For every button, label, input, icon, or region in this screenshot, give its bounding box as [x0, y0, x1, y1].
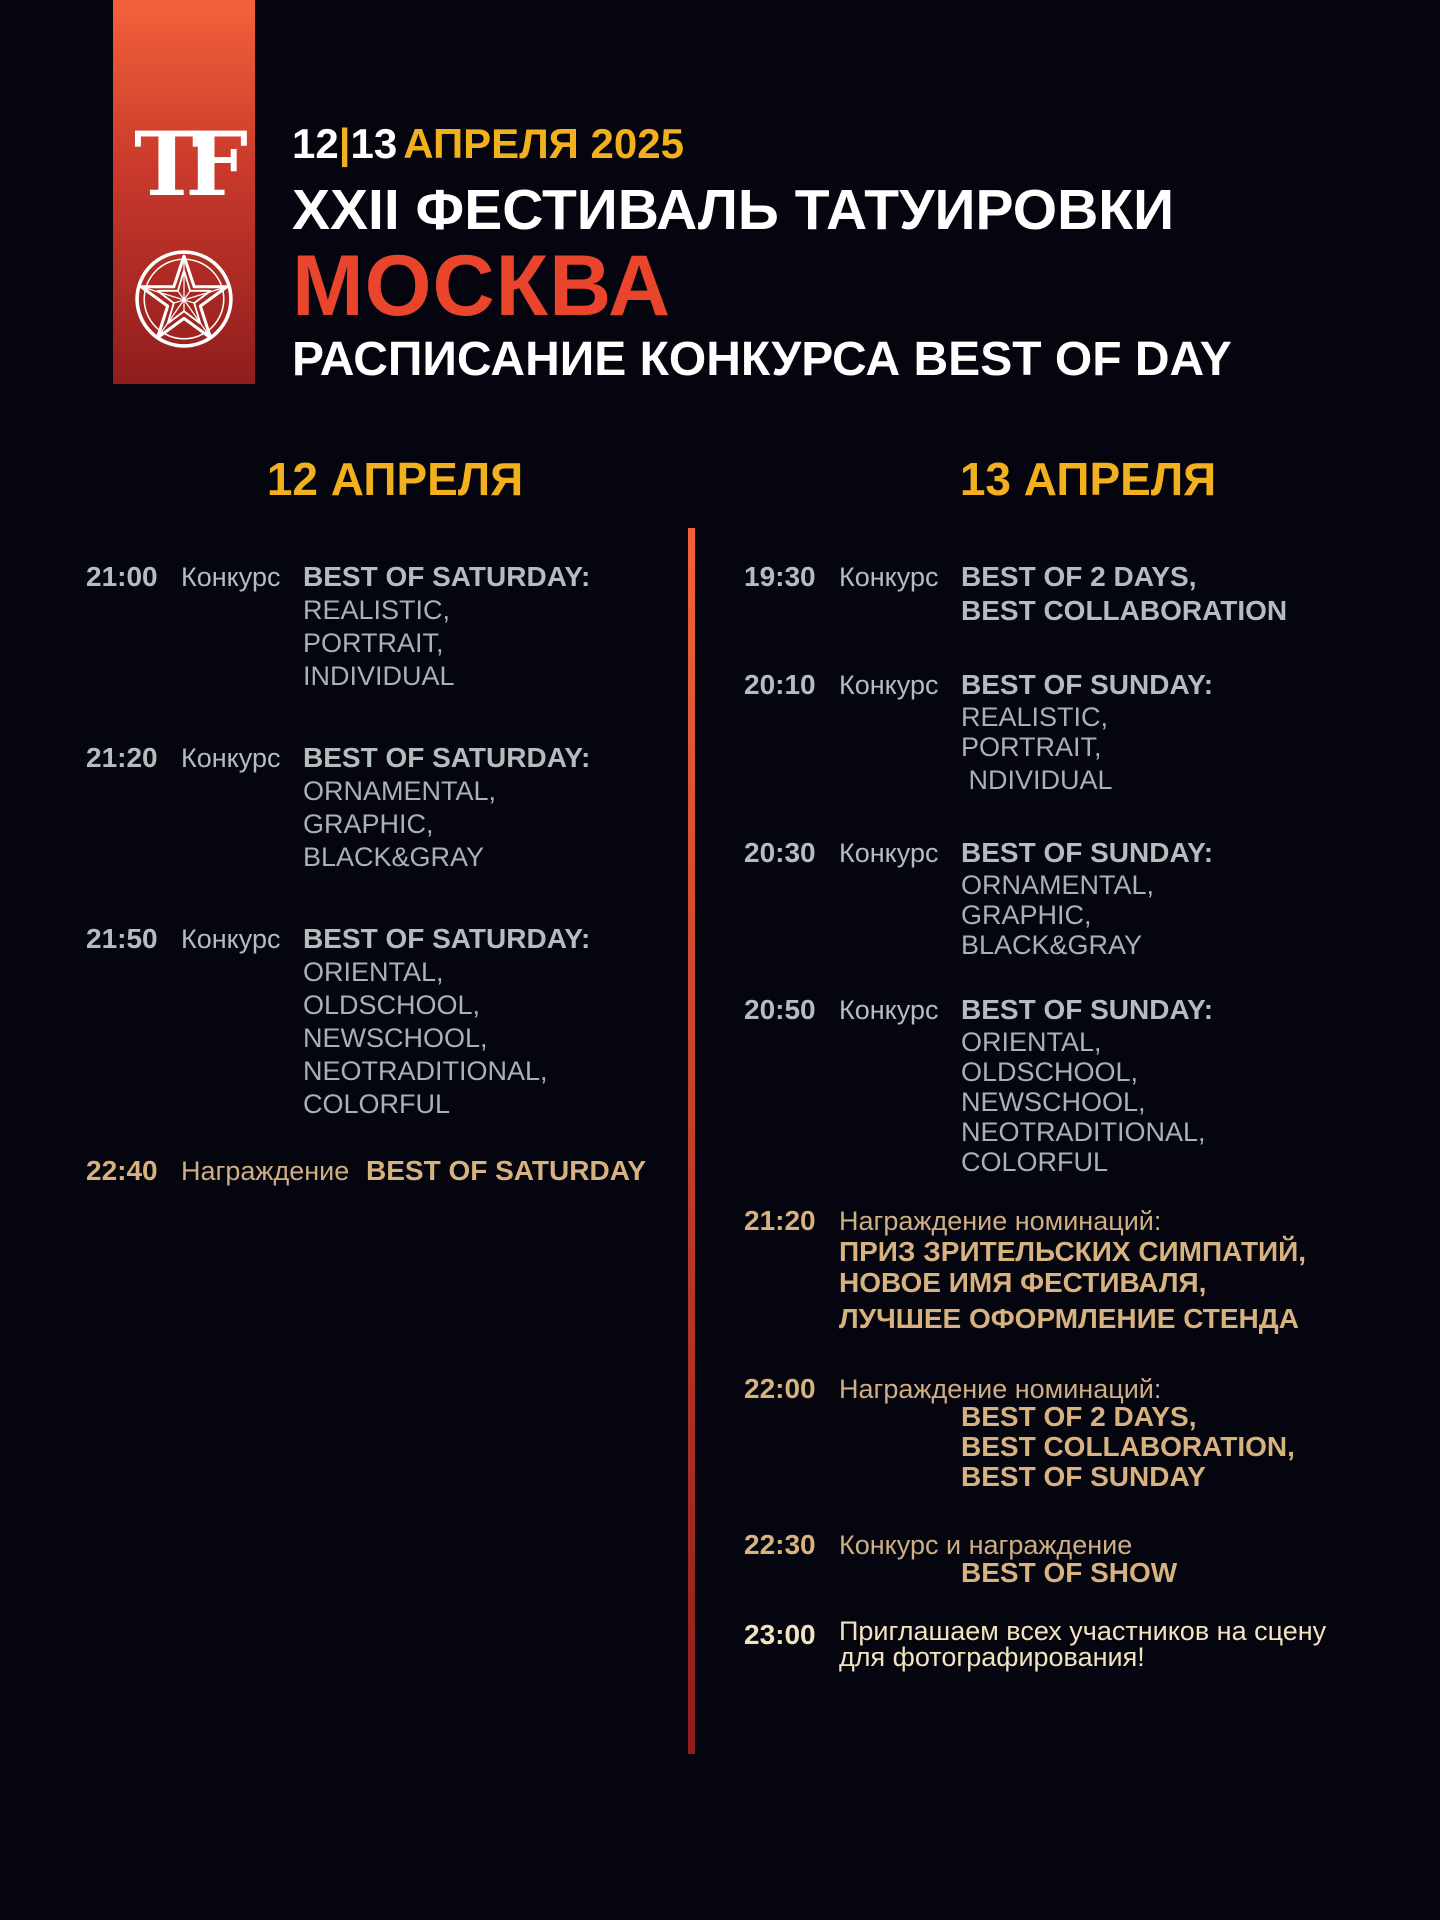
event-body: [303, 922, 590, 1121]
event-title: BEST OF SUNDAY: [961, 1461, 1206, 1492]
event-category: GRAPHIC,: [303, 809, 434, 839]
event-invitation: для фотографирования!: [839, 1642, 1145, 1672]
date-separator: |: [338, 120, 351, 167]
event-kind: Конкурс: [839, 562, 939, 592]
event-category: OLDSCHOOL,: [961, 1057, 1139, 1087]
event-category: NEWSCHOOL,: [303, 1023, 488, 1053]
event-category: COLORFUL: [961, 1147, 1109, 1177]
event-time: 23:00: [744, 1619, 816, 1650]
date-day-one: 12: [292, 120, 339, 167]
event-time: 19:30: [744, 561, 816, 592]
event-category: ORNAMENTAL,: [303, 776, 497, 806]
city-title: МОСКВА: [292, 238, 672, 334]
event-kind: Конкурс: [181, 924, 281, 954]
event-body: [839, 1618, 1326, 1670]
event-title: BEST OF SATURDAY:: [303, 923, 591, 954]
date-day-two: 13: [350, 120, 398, 167]
event-kind: Конкурс: [181, 562, 281, 592]
event-body: [961, 1558, 1177, 1588]
event-body: [839, 1236, 1306, 1340]
event-kind: Награждение номинаций:: [839, 1374, 1162, 1404]
event-title: BEST COLLABORATION: [961, 595, 1288, 626]
star-emblem-icon: [133, 248, 235, 350]
event-body: [366, 1154, 646, 1188]
event-time: 22:30: [744, 1529, 816, 1560]
event-time: 20:50: [744, 994, 816, 1025]
event-category: ORIENTAL,: [303, 957, 444, 987]
event-title: BEST OF SUNDAY:: [961, 669, 1214, 700]
event-category: NEWSCHOOL,: [961, 1087, 1146, 1117]
event-body: [303, 560, 590, 693]
event-kind: Награждение номинаций:: [839, 1206, 1162, 1236]
event-time: 22:00: [744, 1373, 816, 1404]
schedule-subtitle: РАСПИСАНИЕ КОНКУРСА BEST OF DAY: [292, 333, 1232, 386]
column-divider: [688, 528, 695, 1754]
event-category: OLDSCHOOL,: [303, 990, 481, 1020]
event-time: 20:30: [744, 837, 816, 868]
event-category: PORTRAIT,: [961, 732, 1102, 762]
event-kind: Конкурс: [839, 995, 939, 1025]
event-title: BEST OF SATURDAY: [366, 1155, 647, 1186]
event-category: PORTRAIT,: [303, 628, 444, 658]
event-title: BEST OF 2 DAYS,: [961, 561, 1197, 592]
event-category: BLACK&GRAY: [961, 930, 1143, 960]
event-category: COLORFUL: [303, 1089, 451, 1119]
event-category: GRAPHIC,: [961, 900, 1092, 930]
event-kind: Конкурс и награждение: [839, 1530, 1133, 1560]
day-one-heading: 12 АПРЕЛЯ: [266, 453, 524, 505]
event-category: NEOTRADITIONAL,: [303, 1056, 548, 1086]
event-category: BLACK&GRAY: [303, 842, 485, 872]
event-time: 21:00: [86, 561, 158, 592]
event-kind: Конкурс: [839, 838, 939, 868]
event-body: [961, 668, 1213, 798]
event-time: 21:20: [86, 742, 158, 773]
event-invitation: Приглашаем всех участников на сцену: [839, 1616, 1327, 1646]
event-body: [961, 560, 1287, 628]
logo-banner: [113, 0, 255, 384]
event-category: NEOTRADITIONAL,: [961, 1117, 1206, 1147]
event-time: 20:10: [744, 669, 816, 700]
festival-title: XXII ФЕСТИВАЛЬ ТАТУИРОВКИ: [292, 178, 1175, 242]
event-title: ЛУЧШЕЕ ОФОРМЛЕНИЕ СТЕНДА: [839, 1303, 1299, 1334]
event-kind: Конкурс: [839, 670, 939, 700]
event-body: [961, 993, 1213, 1177]
event-kind: Награждение: [181, 1156, 350, 1186]
event-body: [961, 1402, 1295, 1492]
event-time: 21:50: [86, 923, 158, 954]
day-two-heading: 13 АПРЕЛЯ: [959, 453, 1217, 505]
event-category: ORIENTAL,: [961, 1027, 1102, 1057]
event-category: NDIVIDUAL: [961, 765, 1113, 795]
event-title: BEST OF SUNDAY:: [961, 994, 1214, 1025]
event-title: BEST OF 2 DAYS,: [961, 1401, 1197, 1432]
event-title: BEST OF SATURDAY:: [303, 742, 591, 773]
event-category: ORNAMENTAL,: [961, 870, 1155, 900]
logo-monogram: TF: [134, 112, 234, 216]
event-title: ПРИЗ ЗРИТЕЛЬСКИХ СИМПАТИЙ,: [839, 1236, 1307, 1267]
event-category: REALISTIC,: [961, 702, 1109, 732]
event-category: REALISTIC,: [303, 595, 451, 625]
event-body: [961, 836, 1213, 960]
event-category: INDIVIDUAL: [303, 661, 455, 691]
event-title: BEST COLLABORATION,: [961, 1431, 1295, 1462]
event-time: 22:40: [86, 1155, 158, 1186]
event-title: BEST OF SATURDAY:: [303, 561, 591, 592]
event-body: [303, 741, 590, 874]
poster-header: [292, 120, 1232, 388]
event-title: НОВОЕ ИМЯ ФЕСТИВАЛЯ,: [839, 1267, 1207, 1298]
event-kind: Конкурс: [181, 743, 281, 773]
event-title: BEST OF SUNDAY:: [961, 837, 1214, 868]
date-month-year: АПРЕЛЯ 2025: [403, 120, 684, 167]
event-time: 21:20: [744, 1205, 816, 1236]
event-title: BEST OF SHOW: [961, 1557, 1178, 1588]
event-dates: [292, 120, 1232, 168]
